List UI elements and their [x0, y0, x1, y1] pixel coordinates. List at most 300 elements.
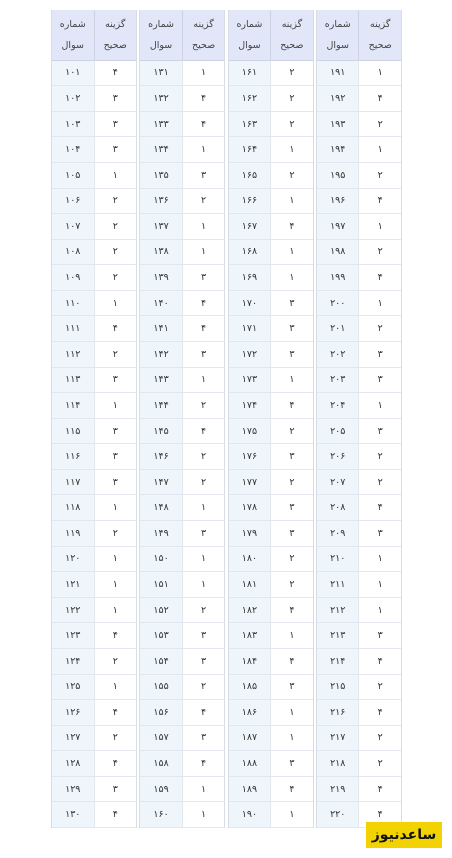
table-row — [52, 137, 136, 163]
table-row — [52, 291, 136, 317]
question-number-cell: ۱۷۵ — [229, 419, 272, 444]
answer-cell: ۱ — [359, 137, 401, 162]
table-row — [52, 751, 136, 777]
answer-cell: ۳ — [183, 726, 225, 751]
answer-cell: ۴ — [183, 316, 225, 341]
table-row — [140, 802, 224, 828]
table-header — [317, 10, 401, 61]
question-number-cell: ۱۰۱ — [52, 61, 95, 86]
table-row — [229, 623, 313, 649]
question-number-cell: ۱۳۴ — [140, 137, 183, 162]
table-row — [229, 112, 313, 138]
question-number-cell: ۲۰۵ — [317, 419, 360, 444]
question-number-cell: ۱۶۴ — [229, 137, 272, 162]
question-number-cell: ۱۱۶ — [52, 444, 95, 469]
answer-header-line: صحیح — [103, 39, 127, 51]
answer-cell: ۳ — [271, 342, 313, 367]
answer-cell: ۴ — [359, 189, 401, 214]
table-row — [52, 521, 136, 547]
table-row — [229, 61, 313, 87]
question-number-cell: ۱۷۱ — [229, 316, 272, 341]
answer-cell: ۳ — [271, 291, 313, 316]
answer-cell: ۱ — [95, 291, 137, 316]
table-row — [229, 777, 313, 803]
question-number-cell: ۱۳۷ — [140, 214, 183, 239]
answer-cell: ۱ — [271, 368, 313, 393]
answer-table — [51, 10, 137, 828]
question-number-cell: ۱۹۲ — [317, 86, 360, 111]
table-row — [229, 316, 313, 342]
table-row — [229, 675, 313, 701]
question-number-cell: ۱۲۵ — [52, 675, 95, 700]
table-row — [317, 675, 401, 701]
answer-cell: ۲ — [271, 163, 313, 188]
table-row — [140, 137, 224, 163]
question-number-cell: ۱۱۰ — [52, 291, 95, 316]
answer-cell: ۳ — [95, 86, 137, 111]
table-row — [229, 163, 313, 189]
answer-cell: ۲ — [359, 163, 401, 188]
question-number-cell: ۱۳۰ — [52, 802, 95, 827]
question-number-cell: ۱۰۳ — [52, 112, 95, 137]
table-row — [317, 700, 401, 726]
question-number-cell: ۲۰۱ — [317, 316, 360, 341]
question-number-cell: ۱۷۷ — [229, 470, 272, 495]
number-header-line: سوال — [149, 39, 173, 51]
table-row — [140, 649, 224, 675]
question-number-cell: ۱۶۶ — [229, 189, 272, 214]
table-row — [229, 726, 313, 752]
question-number-cell: ۱۹۳ — [317, 112, 360, 137]
answer-cell: ۴ — [95, 751, 137, 776]
table-row — [52, 675, 136, 701]
answer-cell: ۳ — [271, 444, 313, 469]
question-number-cell: ۲۱۴ — [317, 649, 360, 674]
table-row — [140, 598, 224, 624]
table-row — [52, 316, 136, 342]
answer-cell: ۴ — [95, 623, 137, 648]
answer-table — [228, 10, 314, 828]
answer-cell: ۱ — [183, 61, 225, 86]
table-row — [52, 444, 136, 470]
answer-cell: ۱ — [271, 700, 313, 725]
table-row — [52, 342, 136, 368]
question-number-cell: ۱۴۶ — [140, 444, 183, 469]
question-number-cell: ۲۱۲ — [317, 598, 360, 623]
question-number-cell: ۲۰۴ — [317, 393, 360, 418]
question-number-cell: ۲۰۷ — [317, 470, 360, 495]
answer-cell: ۱ — [183, 802, 225, 827]
answer-cell: ۲ — [271, 112, 313, 137]
answer-table — [139, 10, 225, 828]
table-row — [140, 572, 224, 598]
answer-cell: ۲ — [95, 214, 137, 239]
answer-cell: ۲ — [95, 521, 137, 546]
answer-header — [183, 10, 225, 60]
table-row — [317, 598, 401, 624]
table-row — [229, 802, 313, 828]
answer-cell: ۱ — [95, 393, 137, 418]
table-row — [317, 61, 401, 87]
answer-cell: ۱ — [359, 291, 401, 316]
question-number-cell: ۱۷۶ — [229, 444, 272, 469]
answer-cell: ۳ — [95, 368, 137, 393]
question-number-cell: ۱۲۷ — [52, 726, 95, 751]
answer-cell: ۳ — [271, 675, 313, 700]
question-number-cell: ۱۹۹ — [317, 265, 360, 290]
number-header-line: شماره — [59, 18, 86, 30]
saednews-logo[interactable]: ساعدنیوز — [366, 822, 442, 848]
question-number-cell: ۱۰۷ — [52, 214, 95, 239]
answer-cell: ۳ — [95, 137, 137, 162]
answer-cell: ۴ — [271, 598, 313, 623]
question-number-cell: ۱۸۳ — [229, 623, 272, 648]
answer-cell: ۳ — [359, 419, 401, 444]
answer-key-tables — [51, 10, 402, 828]
answer-cell: ۲ — [359, 112, 401, 137]
answer-header-line: صحیح — [368, 39, 392, 51]
answer-header-line: گزینه — [193, 18, 214, 30]
answer-cell: ۳ — [95, 777, 137, 802]
table-row — [140, 86, 224, 112]
table-row — [229, 342, 313, 368]
table-row — [317, 163, 401, 189]
answer-cell: ۲ — [359, 240, 401, 265]
table-row — [317, 572, 401, 598]
table-row — [52, 572, 136, 598]
table-row — [317, 470, 401, 496]
question-number-cell: ۱۷۰ — [229, 291, 272, 316]
question-number-cell: ۲۱۰ — [317, 547, 360, 572]
question-number-cell: ۱۷۸ — [229, 495, 272, 520]
table-row — [140, 189, 224, 215]
question-number-cell: ۱۲۳ — [52, 623, 95, 648]
table-row — [52, 163, 136, 189]
question-number-cell: ۱۳۹ — [140, 265, 183, 290]
table-row — [229, 265, 313, 291]
answer-cell: ۲ — [359, 675, 401, 700]
question-number-cell: ۱۵۶ — [140, 700, 183, 725]
answer-header — [271, 10, 313, 60]
table-row — [317, 240, 401, 266]
answer-cell: ۴ — [359, 802, 401, 827]
table-row — [140, 291, 224, 317]
answer-cell: ۲ — [271, 86, 313, 111]
question-number-cell: ۱۳۸ — [140, 240, 183, 265]
question-number-cell: ۲۱۶ — [317, 700, 360, 725]
table-row — [317, 316, 401, 342]
table-row — [317, 214, 401, 240]
question-number-cell: ۱۱۵ — [52, 419, 95, 444]
answer-cell: ۱ — [271, 240, 313, 265]
table-row — [229, 368, 313, 394]
answer-cell: ۳ — [183, 342, 225, 367]
question-number-cell: ۱۵۳ — [140, 623, 183, 648]
answer-cell: ۴ — [359, 265, 401, 290]
table-row — [317, 521, 401, 547]
answer-header-line: صحیح — [280, 39, 304, 51]
number-header-line: شماره — [324, 18, 351, 30]
answer-header — [95, 10, 137, 60]
question-number-cell: ۱۵۸ — [140, 751, 183, 776]
question-number-cell: ۱۱۲ — [52, 342, 95, 367]
answer-cell: ۱ — [271, 802, 313, 827]
table-row — [317, 495, 401, 521]
answer-cell: ۲ — [95, 265, 137, 290]
table-row — [140, 777, 224, 803]
question-number-cell: ۱۸۷ — [229, 726, 272, 751]
question-number-cell: ۱۳۵ — [140, 163, 183, 188]
answer-cell: ۲ — [359, 751, 401, 776]
answer-cell: ۱ — [95, 675, 137, 700]
table-row — [317, 368, 401, 394]
answer-cell: ۴ — [95, 802, 137, 827]
table-row — [229, 495, 313, 521]
table-row — [317, 726, 401, 752]
answer-cell: ۳ — [183, 163, 225, 188]
number-header-line: سوال — [238, 39, 261, 51]
question-number-cell: ۲۲۰ — [317, 802, 360, 827]
answer-cell: ۲ — [183, 598, 225, 623]
answer-cell: ۳ — [271, 521, 313, 546]
question-number-cell: ۱۳۱ — [140, 61, 183, 86]
answer-cell: ۱ — [359, 393, 401, 418]
table-row — [229, 751, 313, 777]
answer-cell: ۲ — [271, 572, 313, 597]
question-number-cell: ۱۲۹ — [52, 777, 95, 802]
question-number-cell: ۱۵۵ — [140, 675, 183, 700]
answer-table — [316, 10, 402, 828]
question-number-cell: ۱۵۲ — [140, 598, 183, 623]
answer-cell: ۳ — [359, 342, 401, 367]
answer-cell: ۳ — [271, 495, 313, 520]
question-number-cell: ۱۷۳ — [229, 368, 272, 393]
table-row — [52, 368, 136, 394]
answer-cell: ۴ — [183, 112, 225, 137]
answer-header-line: گزینه — [281, 18, 303, 30]
table-row — [140, 521, 224, 547]
answer-header-line: صحیح — [191, 39, 216, 51]
answer-cell: ۱ — [95, 598, 137, 623]
question-number-cell: ۱۲۲ — [52, 598, 95, 623]
answer-cell: ۱ — [359, 547, 401, 572]
question-number-cell: ۱۵۹ — [140, 777, 183, 802]
question-number-cell: ۱۱۷ — [52, 470, 95, 495]
table-row — [52, 623, 136, 649]
answer-cell: ۴ — [183, 419, 225, 444]
table-row — [317, 112, 401, 138]
answer-cell: ۲ — [271, 61, 313, 86]
answer-cell: ۱ — [359, 61, 401, 86]
answer-cell: ۳ — [95, 444, 137, 469]
number-header-line: سوال — [326, 39, 349, 51]
question-number-cell: ۲۱۹ — [317, 777, 360, 802]
question-number-cell: ۱۶۵ — [229, 163, 272, 188]
table-row — [52, 265, 136, 291]
table-row — [317, 265, 401, 291]
answer-cell: ۳ — [95, 112, 137, 137]
question-number-cell: ۱۱۴ — [52, 393, 95, 418]
answer-cell: ۱ — [183, 547, 225, 572]
answer-cell: ۴ — [183, 751, 225, 776]
question-number-cell: ۱۶۳ — [229, 112, 272, 137]
answer-cell: ۱ — [271, 726, 313, 751]
question-number-cell: ۱۸۱ — [229, 572, 272, 597]
table-row — [140, 495, 224, 521]
table-row — [52, 495, 136, 521]
question-number-cell: ۱۷۴ — [229, 393, 272, 418]
table-row — [52, 214, 136, 240]
table-row — [52, 61, 136, 87]
question-number-cell: ۱۱۹ — [52, 521, 95, 546]
table-row — [229, 470, 313, 496]
answer-cell: ۴ — [271, 214, 313, 239]
table-row — [140, 751, 224, 777]
table-row — [140, 316, 224, 342]
number-header-line: سوال — [61, 39, 84, 51]
question-number-cell: ۱۸۴ — [229, 649, 272, 674]
question-number-cell: ۱۷۹ — [229, 521, 272, 546]
table-row — [317, 86, 401, 112]
question-number-cell: ۱۰۸ — [52, 240, 95, 265]
question-number-cell: ۲۱۷ — [317, 726, 360, 751]
question-number-cell: ۱۵۷ — [140, 726, 183, 751]
table-row — [52, 86, 136, 112]
answer-cell: ۲ — [271, 470, 313, 495]
table-row — [52, 240, 136, 266]
table-row — [317, 777, 401, 803]
table-row — [140, 265, 224, 291]
question-number-cell: ۱۰۵ — [52, 163, 95, 188]
question-number-cell: ۱۴۲ — [140, 342, 183, 367]
question-number-cell: ۱۹۷ — [317, 214, 360, 239]
question-number-cell: ۱۸۶ — [229, 700, 272, 725]
answer-cell: ۳ — [359, 623, 401, 648]
answer-cell: ۲ — [359, 444, 401, 469]
answer-cell: ۴ — [271, 393, 313, 418]
question-number-cell: ۲۰۳ — [317, 368, 360, 393]
table-row — [229, 572, 313, 598]
answer-cell: ۲ — [95, 240, 137, 265]
question-number-cell: ۱۰۴ — [52, 137, 95, 162]
answer-cell: ۱ — [183, 777, 225, 802]
answer-cell: ۲ — [183, 444, 225, 469]
question-number-cell: ۱۵۰ — [140, 547, 183, 572]
table-row — [317, 649, 401, 675]
question-number-cell: ۱۹۶ — [317, 189, 360, 214]
answer-header-line: گزینه — [370, 18, 391, 30]
table-row — [317, 623, 401, 649]
question-number-cell: ۱۶۹ — [229, 265, 272, 290]
answer-cell: ۱ — [271, 265, 313, 290]
table-row — [140, 726, 224, 752]
table-row — [140, 342, 224, 368]
answer-cell: ۱ — [95, 495, 137, 520]
table-row — [140, 547, 224, 573]
answer-cell: ۴ — [359, 495, 401, 520]
question-number-cell: ۲۰۰ — [317, 291, 360, 316]
table-row — [229, 86, 313, 112]
answer-cell: ۱ — [95, 547, 137, 572]
table-row — [140, 444, 224, 470]
question-number-cell: ۱۳۳ — [140, 112, 183, 137]
table-row — [229, 598, 313, 624]
answer-cell: ۱ — [183, 137, 225, 162]
question-number-cell: ۱۸۵ — [229, 675, 272, 700]
answer-cell: ۳ — [183, 521, 225, 546]
question-number-cell: ۱۵۱ — [140, 572, 183, 597]
question-number-cell: ۲۰۶ — [317, 444, 360, 469]
question-number-cell: ۱۸۲ — [229, 598, 272, 623]
question-number-cell: ۱۰۹ — [52, 265, 95, 290]
question-number-cell: ۱۲۸ — [52, 751, 95, 776]
table-row — [140, 61, 224, 87]
question-number-cell: ۱۹۸ — [317, 240, 360, 265]
table-row — [52, 470, 136, 496]
answer-header-line: گزینه — [105, 18, 126, 30]
question-number-cell: ۱۸۸ — [229, 751, 272, 776]
answer-header — [359, 10, 401, 60]
answer-cell: ۴ — [271, 649, 313, 674]
table-row — [229, 189, 313, 215]
table-row — [52, 649, 136, 675]
table-row — [317, 751, 401, 777]
question-number-cell: ۱۴۰ — [140, 291, 183, 316]
table-row — [52, 700, 136, 726]
table-row — [140, 112, 224, 138]
question-number-cell: ۱۶۱ — [229, 61, 272, 86]
question-number-cell: ۱۶۷ — [229, 214, 272, 239]
number-header — [229, 10, 272, 60]
question-number-cell: ۱۲۰ — [52, 547, 95, 572]
question-number-cell: ۱۱۱ — [52, 316, 95, 341]
question-number-cell: ۱۴۸ — [140, 495, 183, 520]
table-row — [229, 419, 313, 445]
table-row — [140, 470, 224, 496]
answer-cell: ۴ — [359, 86, 401, 111]
question-number-cell: ۲۱۸ — [317, 751, 360, 776]
answer-cell: ۱ — [271, 189, 313, 214]
answer-cell: ۱ — [271, 623, 313, 648]
table-row — [52, 802, 136, 828]
question-number-cell: ۱۹۱ — [317, 61, 360, 86]
table-row — [229, 214, 313, 240]
answer-cell: ۲ — [359, 316, 401, 341]
table-row — [317, 547, 401, 573]
table-row — [140, 675, 224, 701]
answer-cell: ۳ — [183, 649, 225, 674]
table-row — [229, 137, 313, 163]
answer-cell: ۲ — [359, 726, 401, 751]
answer-cell: ۴ — [183, 86, 225, 111]
answer-cell: ۳ — [359, 368, 401, 393]
question-number-cell: ۲۱۱ — [317, 572, 360, 597]
question-number-cell: ۱۴۳ — [140, 368, 183, 393]
answer-cell: ۳ — [271, 751, 313, 776]
answer-cell: ۱ — [183, 572, 225, 597]
table-header — [52, 10, 136, 61]
question-number-cell: ۱۹۵ — [317, 163, 360, 188]
table-row — [317, 393, 401, 419]
table-row — [140, 419, 224, 445]
answer-cell: ۲ — [183, 393, 225, 418]
answer-cell: ۴ — [359, 777, 401, 802]
answer-cell: ۱ — [183, 368, 225, 393]
answer-cell: ۴ — [95, 700, 137, 725]
table-row — [52, 189, 136, 215]
table-row — [140, 623, 224, 649]
table-row — [229, 393, 313, 419]
